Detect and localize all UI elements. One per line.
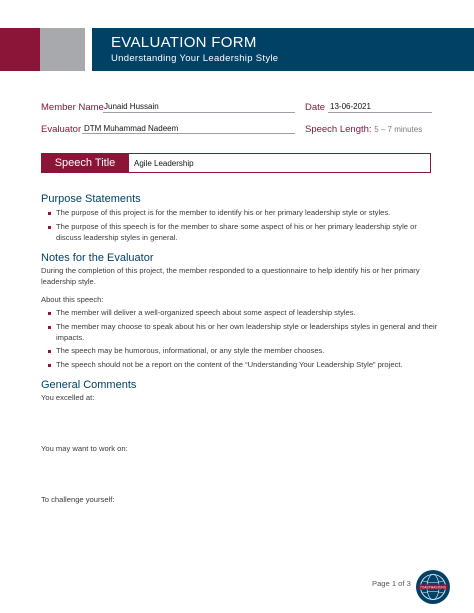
toastmasters-logo — [415, 569, 451, 610]
evaluator-line — [82, 133, 295, 134]
form-title: EVALUATION FORM — [111, 34, 257, 51]
toastmasters-globe-icon — [415, 569, 451, 605]
member-name-line — [103, 112, 295, 113]
header-maroon-block — [0, 28, 40, 71]
page-number: Page 1 of 3 — [372, 579, 411, 588]
comment-work-on-label: You may want to work on: — [41, 444, 128, 453]
notes-bullet: The speech should not be a report on the content of the “Understanding Your Leadership Style” project. — [48, 360, 438, 371]
speech-length-label — [305, 124, 422, 135]
notes-about: About this speech: — [41, 295, 104, 304]
member-name-value[interactable]: Junaid Hussain — [104, 102, 159, 111]
comment-challenge-label: To challenge yourself: — [41, 495, 115, 504]
notes-intro: During the completion of this project, the member responded to a questionnaire to help identify his or her primary leadership style. — [41, 266, 420, 286]
purpose-bullet: The purpose of this project is for the member to identify his or her primary leadership style or styles. — [48, 208, 438, 219]
evaluator-value[interactable]: DTM Muhammad Nadeem — [84, 124, 179, 133]
purpose-bullet: The purpose of this speech is for the member to share some aspect of his or her primary leadership style or discuss leadership styles in general. — [48, 222, 438, 243]
header-gray-block — [40, 28, 85, 71]
speech-title-value[interactable]: Agile Leadership — [134, 159, 194, 168]
date-value[interactable]: 13-06-2021 — [330, 102, 371, 111]
date-line — [328, 112, 432, 113]
notes-bullet: The member will deliver a well-organized speech about some aspect of leadership styles. — [48, 308, 438, 319]
evaluator-label: Evaluator — [41, 124, 82, 135]
comment-excelled-label: You excelled at: — [41, 393, 95, 402]
comments-heading: General Comments — [41, 379, 137, 391]
notes-bullet: The speech may be humorous, informational, or any style the member chooses. — [48, 346, 438, 357]
speech-length-label-text: Speech Length: — [305, 124, 372, 135]
notes-heading: Notes for the Evaluator — [41, 252, 154, 264]
purpose-heading: Purpose Statements — [41, 193, 141, 205]
svg-text:TOASTMASTERS: TOASTMASTERS — [420, 585, 446, 590]
member-name-label: Member Name — [41, 102, 104, 113]
speech-length-value: 5 – 7 minutes — [374, 125, 423, 134]
notes-bullet: The member may choose to speak about his or her own leadership style or leaderships styles in general and their impacts. — [48, 322, 438, 343]
date-label: Date — [305, 102, 326, 113]
speech-title-label: Speech Title — [41, 153, 129, 173]
form-subtitle: Understanding Your Leadership Style — [111, 53, 279, 64]
